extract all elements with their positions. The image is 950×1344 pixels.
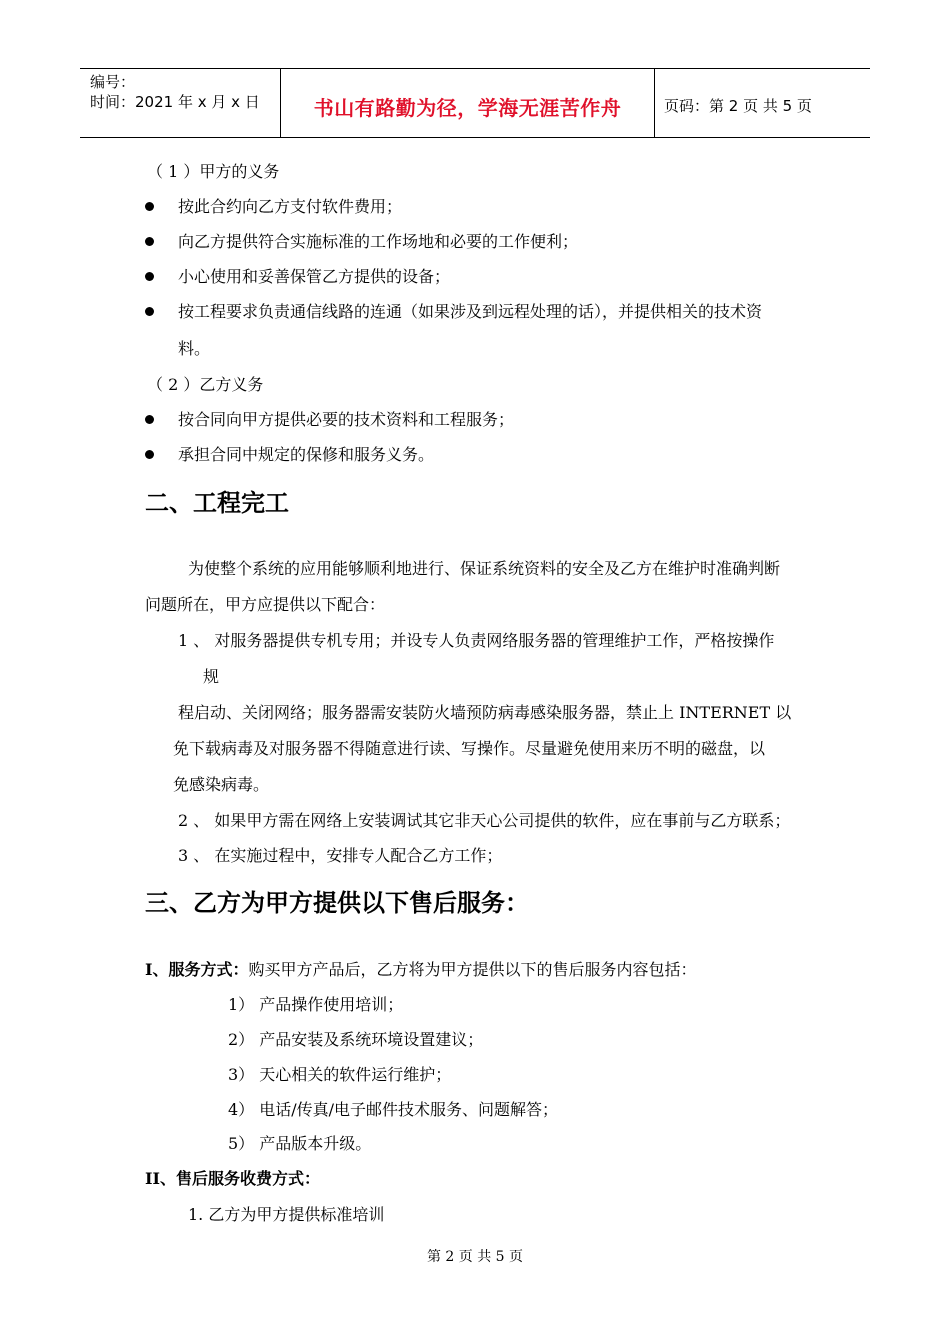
header-page-cell	[654, 69, 870, 137]
party-a-heading: （ 1 ）甲方的义务	[147, 162, 280, 181]
document-number-label: 编号：	[90, 73, 136, 91]
list-item: 按工程要求负责通信线路的连通（如果涉及到远程处理的话），并提供相关的技术资	[178, 302, 763, 321]
list-item: 承担合同中规定的保修和服务义务。	[178, 445, 435, 464]
list-item: 向乙方提供符合实施标准的工作场地和必要的工作便利；	[178, 232, 579, 251]
service-mode-text: 购买甲方产品后，乙方将为甲方提供以下的售后服务内容包括：	[248, 960, 697, 979]
section-2-title: 二、工程完工	[145, 489, 289, 517]
list-item: 按此合约向乙方支付软件费用；	[178, 197, 403, 216]
service-item: 3） 天心相关的软件运行维护；	[228, 1065, 452, 1084]
numbered-item-continuation: 程启动、关闭网络；服务器需安装防火墙预防病毒感染服务器，禁止上 INTERNET 以	[178, 703, 792, 722]
document-date: 时间：2021 年 x 月 x 日	[90, 93, 260, 111]
service-item: 4） 电话/传真/电子邮件技术服务、问题解答；	[228, 1100, 559, 1119]
numbered-item-continuation: 免感染病毒。	[173, 775, 270, 794]
page-header	[80, 68, 870, 138]
fee-item: 1. 乙方为甲方提供标准培训	[188, 1205, 385, 1224]
paragraph-line: 问题所在，甲方应提供以下配合：	[145, 595, 386, 614]
header-page-info: 页码：第 2 页 共 5 页	[664, 97, 812, 115]
bullet-icon	[145, 450, 154, 459]
bullet-icon	[145, 415, 154, 424]
list-item-continuation: 料。	[178, 339, 211, 358]
service-mode-label: I、服务方式：	[145, 960, 249, 979]
header-slogan-cell	[280, 69, 655, 137]
header-meta	[80, 69, 280, 137]
numbered-item: 1 、 对服务器提供专机专用；并设专人负责网络服务器的管理维护工作，严格按操作	[178, 631, 775, 650]
section-3-title: 三、乙方为甲方提供以下售后服务：	[145, 889, 529, 917]
list-item: 小心使用和妥善保管乙方提供的设备；	[178, 267, 451, 286]
party-b-heading: （ 2 ）乙方义务	[147, 375, 264, 394]
service-item: 2） 产品安装及系统环境设置建议；	[228, 1030, 484, 1049]
bullet-icon	[145, 202, 154, 211]
paragraph-line: 为使整个系统的应用能够顺利地进行、保证系统资料的安全及乙方在维护时准确判断	[188, 559, 781, 578]
service-mode-paragraph	[145, 960, 697, 980]
service-item: 5） 产品版本升级。	[228, 1134, 372, 1153]
numbered-item-continuation: 规	[203, 667, 220, 686]
list-item: 按合同向甲方提供必要的技术资料和工程服务；	[178, 410, 515, 429]
fee-heading: II、售后服务收费方式：	[145, 1169, 320, 1188]
numbered-item: 2 、 如果甲方需在网络上安装调试其它非天心公司提供的软件，应在事前与乙方联系；	[178, 811, 791, 830]
bullet-icon	[145, 272, 154, 281]
header-slogan: 书山有路勤为径，学海无涯苦作舟	[313, 96, 622, 120]
numbered-item: 3 、 在实施过程中，安排专人配合乙方工作；	[178, 846, 503, 865]
service-item: 1） 产品操作使用培训；	[228, 995, 404, 1014]
page-footer: 第 2 页 共 5 页	[426, 1249, 524, 1265]
numbered-item-continuation: 免下载病毒及对服务器不得随意进行读、写操作。尽量避免使用来历不明的磁盘，以	[173, 739, 766, 758]
bullet-icon	[145, 237, 154, 246]
bullet-icon	[145, 307, 154, 316]
